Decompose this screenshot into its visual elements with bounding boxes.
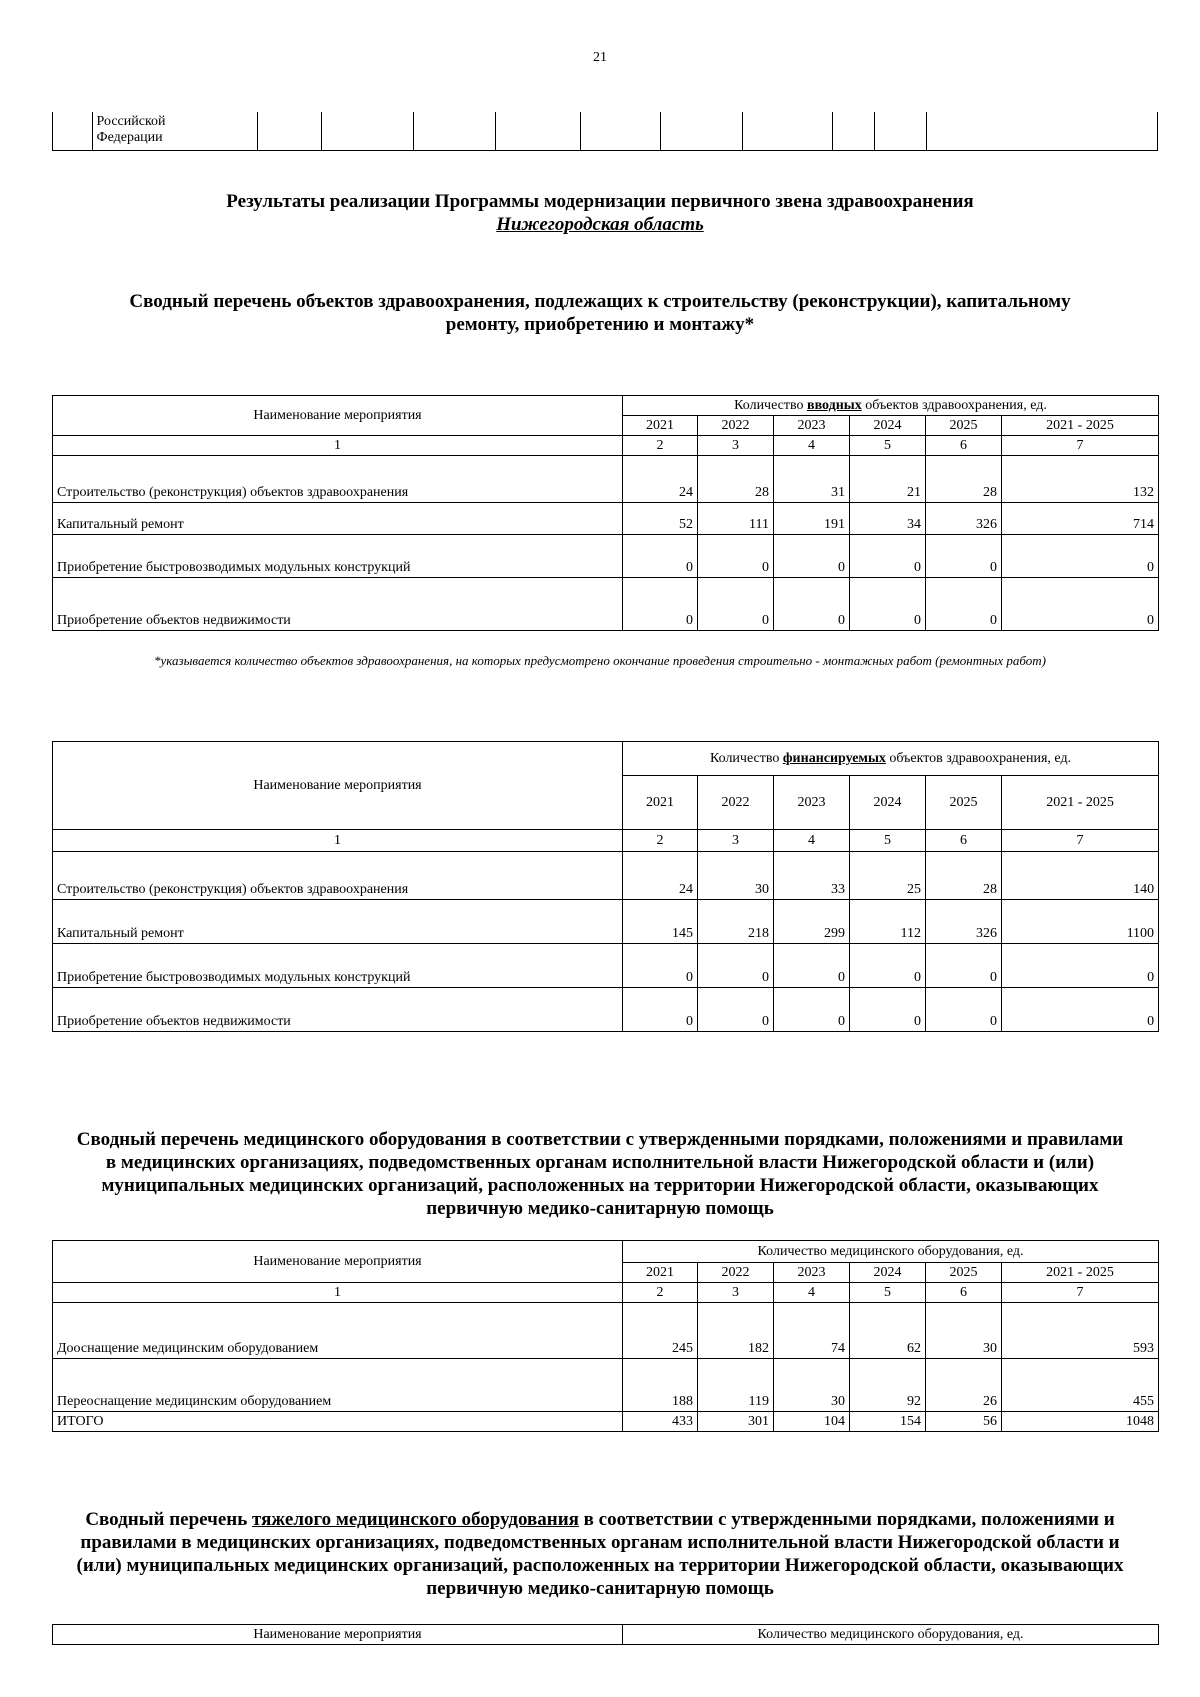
section3-title: Сводный перечень тяжелого медицинского оборудования в соответствии с утвержденными порядками, положениями и правилами в медицинских организациях, подведомственных органам исполнительной власти Нижегородской области и (или) муниципальных медицинских организаций, расположенных на территории Нижегородской области, оказывающих первичную медико-санитарную помощь	[76, 1509, 1124, 1599]
table-row: Приобретение объектов недвижимости 0 0 0 0 0 0	[53, 578, 1159, 631]
continuation-table	[52, 112, 1158, 151]
table-heavy-equipment	[52, 1624, 1159, 1645]
name-header: Наименование мероприятия	[53, 742, 623, 830]
table-row: Приобретение быстровозводимых модульных конструкций 0 0 0 0 0 0	[53, 535, 1159, 578]
column-number-row: 1 2 3 4 5 6 7	[53, 1283, 1159, 1303]
year-header-row: 2021 2022 2023 2024 2025 2021 - 2025	[53, 776, 1159, 830]
section1-title: Сводный перечень объектов здравоохранения, подлежащих к строительству (реконструкции), капитальному ремонту, приобретению и монтажу*	[129, 291, 1071, 335]
column-number-row: 1 2 3 4 5 6 7	[53, 830, 1159, 852]
name-header: Наименование мероприятия	[53, 396, 623, 436]
table-financed-objects	[52, 741, 1159, 1032]
table-row: Капитальный ремонт 145 218 299 112 326 1100	[53, 900, 1159, 944]
group-header: Количество медицинского оборудования, ед.	[623, 1241, 1159, 1263]
main-title: Результаты реализации Программы модернизации первичного звена здравоохранения Нижегородская область	[226, 191, 974, 235]
table-row: Капитальный ремонт 52 111 191 34 326 714	[53, 503, 1159, 535]
footnote: *указывается количество объектов здравоохранения, на которых предусмотрено окончание проведения строительно - монтажных работ (ремонтных работ)	[154, 653, 1046, 668]
region-name: Нижегородская область	[496, 214, 704, 235]
year-header-row: 2021 2022 2023 2024 2025 2021 - 2025	[53, 416, 1159, 436]
page-number: 21	[593, 50, 607, 65]
group-header: Количество финансируемых объектов здравоохранения, ед.	[623, 742, 1159, 776]
table-row: Приобретение быстровозводимых модульных конструкций 0 0 0 0 0 0	[53, 944, 1159, 988]
table-vvod-objects	[52, 395, 1159, 631]
name-header: Наименование мероприятия	[53, 1625, 623, 1645]
table-row: Переоснащение медицинским оборудованием 188 119 30 92 26 455	[53, 1359, 1159, 1412]
table-row: Дооснащение медицинским оборудованием 245 182 74 62 30 593	[53, 1303, 1159, 1359]
table-medical-equipment	[52, 1240, 1159, 1432]
group-header: Количество медицинского оборудования, ед.	[623, 1625, 1159, 1645]
table-row: Приобретение объектов недвижимости 0 0 0 0 0 0	[53, 988, 1159, 1032]
continuation-row	[53, 112, 1158, 150]
table-row: Строительство (реконструкция) объектов здравоохранения 24 28 31 21 28 132	[53, 456, 1159, 503]
year-header-row: 2021 2022 2023 2024 2025 2021 - 2025	[53, 1263, 1159, 1283]
name-header: Наименование мероприятия	[53, 1241, 623, 1283]
column-number-row: 1 2 3 4 5 6 7	[53, 436, 1159, 456]
section2-title: Сводный перечень медицинского оборудования в соответствии с утвержденными порядками, положениями и правилами в медицинских организациях, подведомственных органам исполнительной власти Нижегородской области и (или) муниципальных медицинских организаций, расположенных на территории Нижегородской области, оказывающих первичную медико-санитарную помощь	[76, 1129, 1124, 1219]
table-row: Строительство (реконструкция) объектов здравоохранения 24 30 33 25 28 140	[53, 852, 1159, 900]
group-header: Количество вводных объектов здравоохранения, ед.	[623, 396, 1159, 416]
continuation-text: Российской Федерации	[92, 112, 258, 150]
total-row: ИТОГО 433 301 104 154 56 1048	[53, 1412, 1159, 1432]
